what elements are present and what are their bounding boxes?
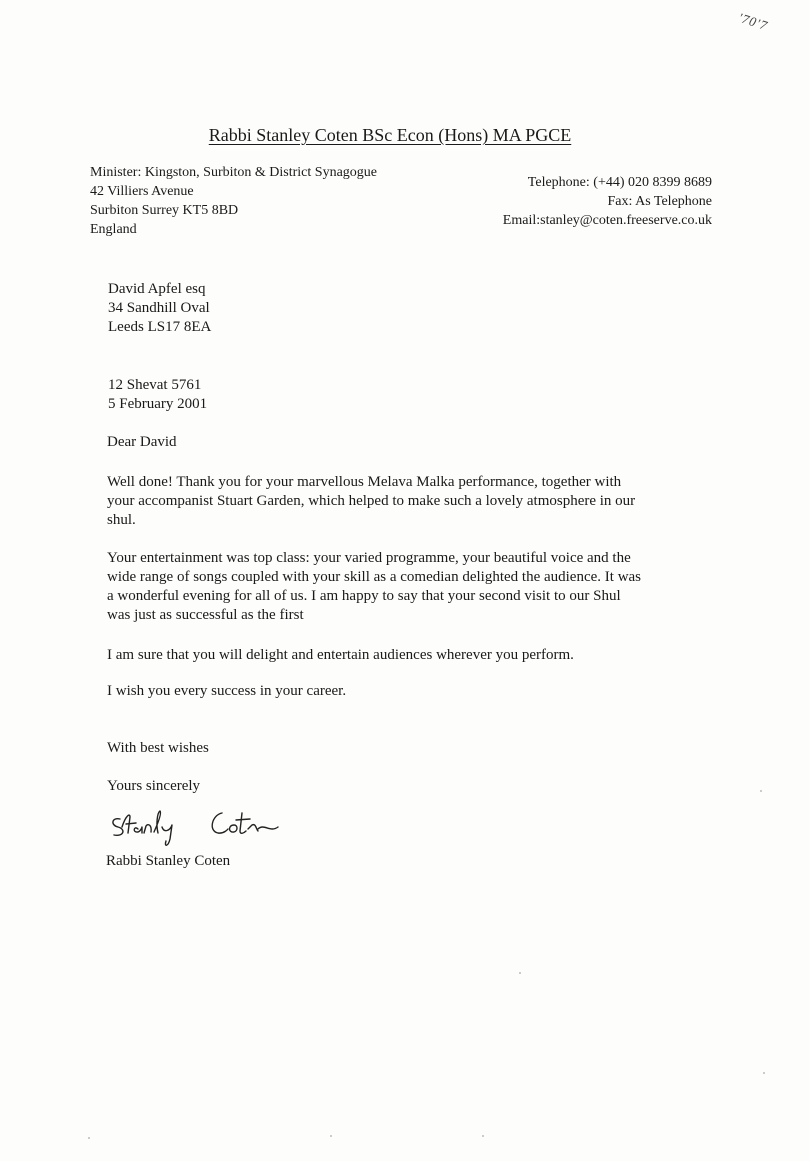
paragraph-2 (107, 549, 712, 625)
handwritten-signature (108, 805, 283, 850)
hebrew-date: 12 Shevat 5761 (108, 377, 202, 393)
contact-telephone: Telephone: (+44) 020 8399 8689 (527, 175, 712, 190)
recipient-address (108, 280, 211, 337)
paragraph-1 (107, 473, 712, 530)
scan-speck (519, 972, 521, 974)
letter-date (108, 376, 207, 414)
contact-details (503, 173, 712, 230)
scan-speck (88, 1137, 90, 1139)
gregorian-date: 5 February 2001 (108, 396, 208, 412)
contact-email: Email:stanley@coten.freeserve.co.uk (502, 213, 712, 228)
sender-address (90, 163, 377, 239)
sender-town: Surbiton Surrey KT5 8BD (90, 203, 239, 218)
scan-speck (763, 1072, 765, 1074)
recipient-street: 34 Sandhill Oval (108, 300, 210, 316)
sender-ministry: Minister: Kingston, Surbiton & District Synagogue (90, 165, 377, 180)
sender-street: 42 Villiers Avenue (90, 184, 194, 199)
scan-speck (760, 790, 762, 792)
handwritten-corner-note: ʹ70'7 (736, 9, 770, 34)
scan-speck (330, 1135, 332, 1137)
paragraph-2-line: a wonderful evening for all of us. I am happy to say that your second visit to our Shul (107, 588, 621, 604)
paragraph-4: I wish you every success in your career. (107, 683, 347, 699)
salutation: Dear David (107, 434, 177, 450)
signatory-name: Rabbi Stanley Coten (106, 853, 231, 869)
paragraph-1-line: shul. (107, 512, 136, 528)
paragraph-3: I am sure that you will delight and entertain audiences wherever you perform. (107, 647, 574, 663)
paragraph-2-line: Your entertainment was top class: your varied programme, your beautiful voice and the (107, 550, 631, 566)
recipient-city: Leeds LS17 8EA (108, 319, 212, 335)
closing-sincerely: Yours sincerely (107, 778, 201, 794)
recipient-name: David Apfel esq (108, 281, 206, 297)
paragraph-1-line: your accompanist Stuart Garden, which helped to make such a lovely atmosphere in our (107, 493, 636, 509)
paragraph-1-line: Well done! Thank you for your marvellous Melava Malka performance, together with (107, 474, 622, 490)
paragraph-2-line: was just as successful as the first (107, 607, 304, 623)
contact-fax: Fax: As Telephone (607, 194, 712, 209)
scan-speck (482, 1135, 484, 1137)
paragraph-2-line: wide range of songs coupled with your skill as a comedian delighted the audience. It was (107, 569, 642, 585)
letterhead-title: Rabbi Stanley Coten BSc Econ (Hons) MA PGCE (208, 125, 572, 145)
closing-wishes: With best wishes (107, 740, 209, 756)
sender-country: England (90, 222, 137, 237)
